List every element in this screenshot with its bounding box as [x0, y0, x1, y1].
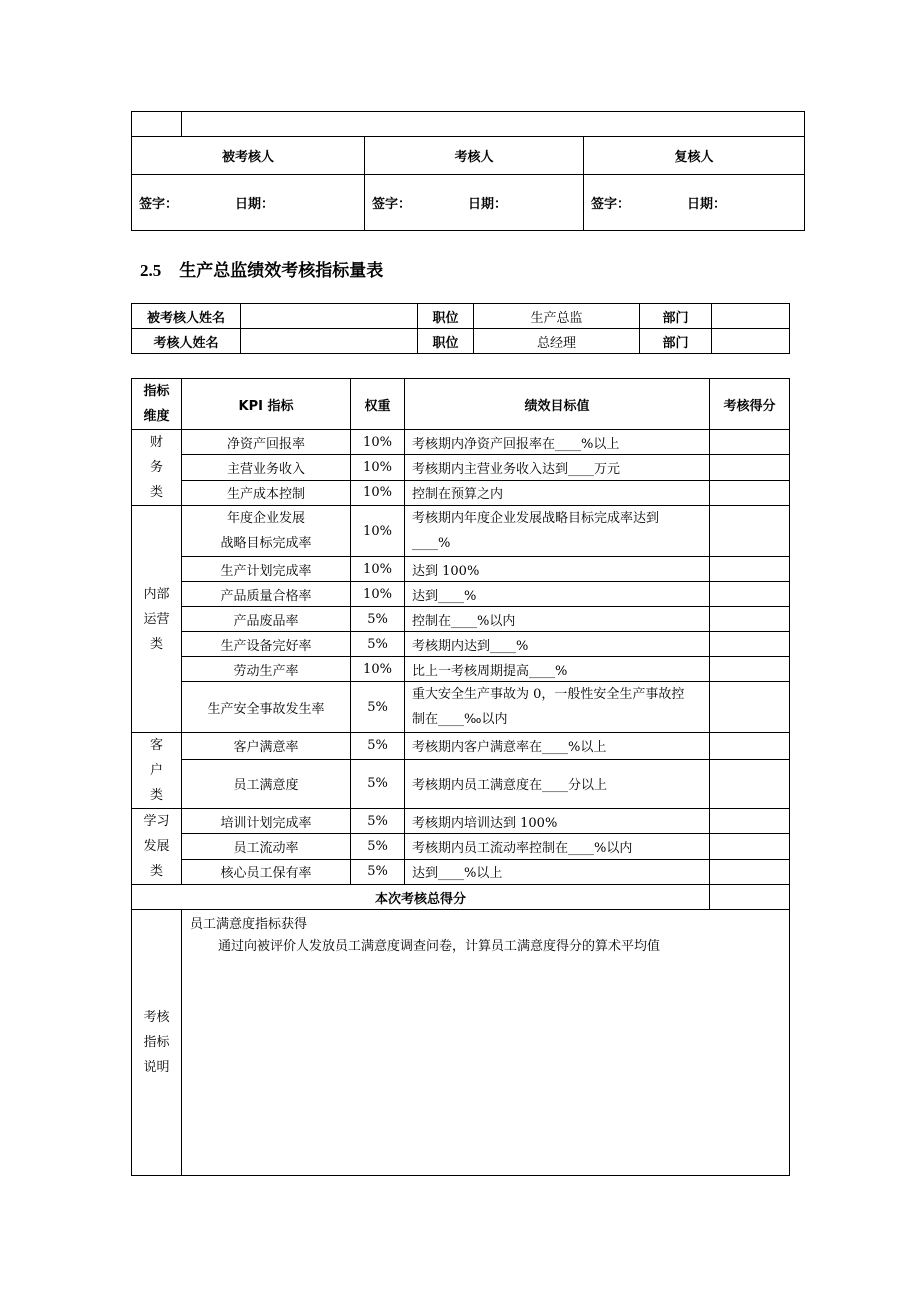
date-label: 日期： [687, 197, 727, 212]
total-score-field[interactable] [710, 885, 790, 910]
notes-line: 员工满意度指标获得 [190, 917, 308, 932]
kpi-weight: 5% [351, 632, 405, 657]
kpi-name: 员工满意度 [182, 759, 351, 808]
reviewee-name-field[interactable] [241, 304, 418, 329]
reviewee-signature-cell[interactable] [132, 175, 365, 231]
dimension-operations: 内部 运营 类 [132, 506, 182, 733]
kpi-weight: 10% [351, 506, 405, 557]
rechecker-signature-cell[interactable] [584, 175, 805, 231]
kpi-weight: 5% [351, 733, 405, 760]
score-header: 考核得分 [710, 379, 790, 430]
sign-label: 签字： [139, 197, 179, 212]
reviewer-department-field[interactable] [712, 329, 790, 354]
kpi-weight: 5% [351, 759, 405, 808]
notes-line: 通过向被评价人发放员工满意度调查问卷，计算员工满意度得分的算术平均值 [218, 939, 661, 954]
department-label: 部门 [640, 329, 712, 354]
kpi-name: 培训计划完成率 [182, 809, 351, 834]
score-field[interactable] [710, 834, 790, 859]
dimension-customer: 客 户 类 [132, 733, 182, 809]
score-field[interactable] [710, 632, 790, 657]
notes-label: 考核 指标 说明 [132, 910, 182, 1176]
section-title: 生产总监绩效考核指标量表 [179, 261, 384, 281]
sign-label: 签字： [372, 197, 412, 212]
score-field[interactable] [710, 480, 790, 505]
kpi-target: 考核期内主营业务收入达到____万元 [405, 455, 710, 480]
reviewee-position-value: 生产总监 [474, 304, 640, 329]
score-field[interactable] [710, 682, 790, 733]
reviewer-signature-cell[interactable] [365, 175, 584, 231]
kpi-weight: 5% [351, 682, 405, 733]
kpi-name: 核心员工保有率 [182, 859, 351, 884]
kpi-target: 考核期内客户满意率在____%以上 [405, 733, 710, 760]
kpi-weight: 10% [351, 557, 405, 582]
blank-cell [132, 112, 182, 137]
kpi-weight: 5% [351, 607, 405, 632]
score-field[interactable] [710, 582, 790, 607]
section-number: 2.5 [140, 261, 162, 280]
info-table [131, 303, 790, 354]
kpi-name: 产品质量合格率 [182, 582, 351, 607]
signature-table [131, 111, 805, 231]
kpi-name: 生产计划完成率 [182, 557, 351, 582]
kpi-name: 净资产回报率 [182, 430, 351, 455]
total-score-label: 本次考核总得分 [132, 885, 710, 910]
kpi-target: 考核期内员工满意度在____分以上 [405, 759, 710, 808]
kpi-header: KPI 指标 [182, 379, 351, 430]
kpi-target: 考核期内员工流动率控制在____%以内 [405, 834, 710, 859]
kpi-table [131, 378, 790, 1176]
reviewee-header: 被考核人 [132, 137, 365, 175]
date-label: 日期： [468, 197, 508, 212]
kpi-name: 员工流动率 [182, 834, 351, 859]
dimension-finance: 财 务 类 [132, 430, 182, 506]
reviewer-name-label: 考核人姓名 [132, 329, 241, 354]
weight-header: 权重 [351, 379, 405, 430]
kpi-target: 达到 100% [405, 557, 710, 582]
kpi-name: 生产设备完好率 [182, 632, 351, 657]
kpi-name: 产品废品率 [182, 607, 351, 632]
kpi-weight: 10% [351, 657, 405, 682]
kpi-target: 考核期内达到____% [405, 632, 710, 657]
score-field[interactable] [710, 455, 790, 480]
kpi-weight: 5% [351, 834, 405, 859]
kpi-target: 比上一考核周期提高____% [405, 657, 710, 682]
kpi-weight: 10% [351, 582, 405, 607]
rechecker-header: 复核人 [584, 137, 805, 175]
blank-cell [182, 112, 805, 137]
kpi-name: 年度企业发展 战略目标完成率 [182, 506, 351, 557]
score-field[interactable] [710, 657, 790, 682]
kpi-name: 主营业务收入 [182, 455, 351, 480]
score-field[interactable] [710, 859, 790, 884]
kpi-target: 控制在____%以内 [405, 607, 710, 632]
section-heading [140, 256, 383, 281]
kpi-weight: 5% [351, 859, 405, 884]
position-label: 职位 [418, 304, 474, 329]
score-field[interactable] [710, 733, 790, 760]
kpi-name: 劳动生产率 [182, 657, 351, 682]
kpi-target: 考核期内培训达到 100% [405, 809, 710, 834]
reviewer-header: 考核人 [365, 137, 584, 175]
position-label: 职位 [418, 329, 474, 354]
kpi-weight: 5% [351, 809, 405, 834]
score-field[interactable] [710, 809, 790, 834]
kpi-name: 生产安全事故发生率 [182, 682, 351, 733]
date-label: 日期： [235, 197, 275, 212]
score-field[interactable] [710, 430, 790, 455]
score-field[interactable] [710, 607, 790, 632]
reviewee-name-label: 被考核人姓名 [132, 304, 241, 329]
kpi-name: 生产成本控制 [182, 480, 351, 505]
reviewer-name-field[interactable] [241, 329, 418, 354]
kpi-target: 达到____% [405, 582, 710, 607]
department-label: 部门 [640, 304, 712, 329]
kpi-name: 客户满意率 [182, 733, 351, 760]
notes-content [182, 910, 790, 1176]
score-field[interactable] [710, 506, 790, 557]
dimension-header: 指标 维度 [132, 379, 182, 430]
kpi-weight: 10% [351, 455, 405, 480]
reviewee-department-field[interactable] [712, 304, 790, 329]
kpi-target: 考核期内净资产回报率在____%以上 [405, 430, 710, 455]
kpi-target: 考核期内年度企业发展战略目标完成率达到 ____% [405, 506, 710, 557]
target-header: 绩效目标值 [405, 379, 710, 430]
sign-label: 签字： [591, 197, 631, 212]
dimension-learning: 学习 发展 类 [132, 809, 182, 885]
score-field[interactable] [710, 557, 790, 582]
kpi-target: 达到____%以上 [405, 859, 710, 884]
score-field[interactable] [710, 759, 790, 808]
kpi-target: 重大安全生产事故为 0，一般性安全生产事故控 制在____‰以内 [405, 682, 710, 733]
reviewer-position-value: 总经理 [474, 329, 640, 354]
kpi-weight: 10% [351, 480, 405, 505]
kpi-target: 控制在预算之内 [405, 480, 710, 505]
kpi-weight: 10% [351, 430, 405, 455]
